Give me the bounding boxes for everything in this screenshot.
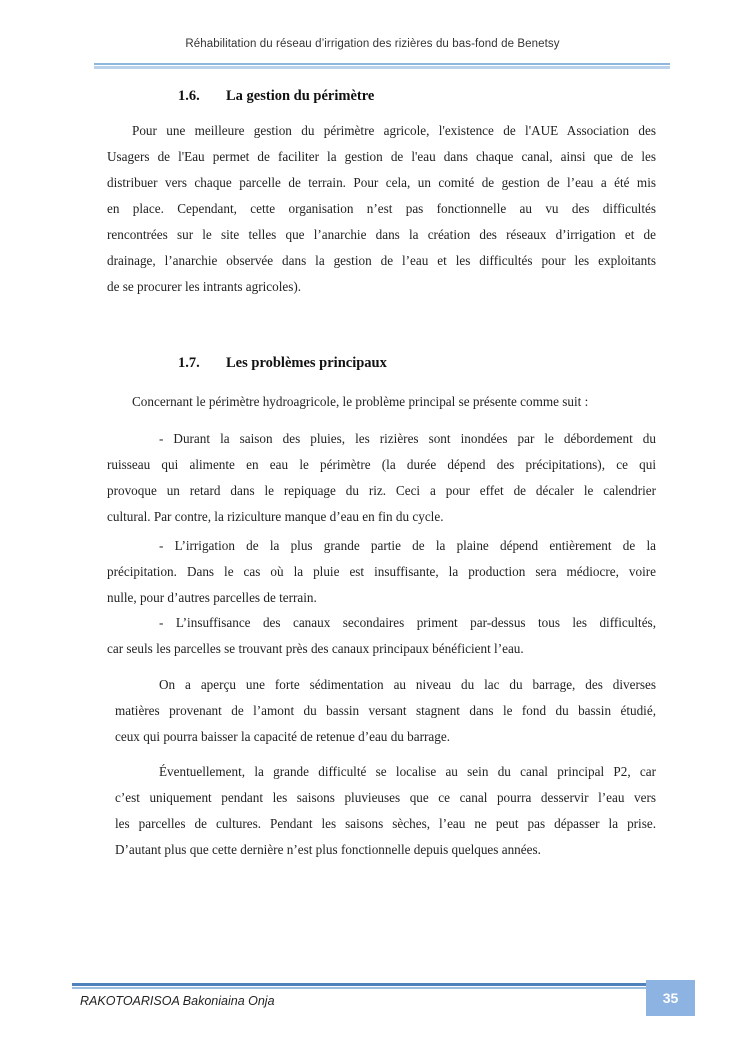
text-line: nulle, pour d’autres parcelles de terrain. (107, 590, 317, 605)
section-1-6-paragraph (107, 118, 656, 300)
text-line: Usagers de l'Eau permet de faciliter la gestion de l'eau dans chaque canal, ainsi que de les (107, 149, 656, 164)
text-line: Concernant le périmètre hydroagricole, le problème principal se présente comme suit : (132, 394, 589, 409)
text-line: car seuls les parcelles se trouvant près des canaux principaux bénéficient l’eau. (107, 641, 524, 656)
section-number: 1.6. (178, 88, 200, 104)
text-line: drainage, l’anarchie observée dans la gestion de l’eau et les difficultés pour les exploitants (107, 253, 656, 268)
paragraph-canal-p2 (115, 759, 656, 863)
text-line: - Durant la saison des pluies, les rizières sont inondées par le débordement du (159, 431, 656, 446)
text-line: c’est uniquement pendant les saisons pluvieuses que ce canal pourra desservir l’eau vers (115, 790, 656, 805)
footer-rule (72, 983, 646, 989)
text-line: cultural. Par contre, la riziculture manque d’eau en fin du cycle. (107, 509, 444, 524)
bullet-item-2 (107, 533, 656, 611)
text-line: en place. Cependant, cette organisation n’est pas fonctionnelle au vu des difficultés (107, 201, 656, 216)
footer-author: RAKOTOARISOA Bakoniaina Onja (80, 994, 275, 1008)
section-title: Les problèmes principaux (226, 355, 387, 371)
section-1-7-intro (107, 389, 656, 415)
text-line: Éventuellement, la grande difficulté se localise au sein du canal principal P2, car (159, 764, 656, 779)
header-rule (94, 63, 670, 69)
text-line: de se procurer les intrants agricoles). (107, 279, 302, 294)
text-line: les parcelles de cultures. Pendant les saisons sèches, l’eau ne peut pas dépasser la prise. (115, 816, 656, 831)
paragraph-sedimentation (115, 672, 656, 750)
bullet-item-3 (107, 610, 656, 662)
text-line: distribuer vers chaque parcelle de terrain. Pour cela, un comité de gestion de l’eau a été mis (107, 175, 656, 190)
text-line: précipitation. Dans le cas où la pluie est insuffisante, la production sera médiocre, voire (107, 564, 656, 579)
bullet-item-1 (107, 426, 656, 530)
text-line: rencontrées sur le site telles que l’anarchie dans la création des réseaux d’irrigation et de (107, 227, 656, 242)
text-line: D’autant plus que cette dernière n’est plus fonctionnelle depuis quelques années. (115, 842, 541, 857)
text-line: provoque un retard dans le repiquage du riz. Ceci a pour effet de décaler le calendrier (107, 483, 656, 498)
text-line: - L’insuffisance des canaux secondaires priment par-dessus tous les difficultés, (159, 615, 656, 630)
section-heading-1-7 (178, 355, 387, 372)
text-line: ruisseau qui alimente en eau le périmètre (la durée dépend des précipitations), ce qui (107, 457, 656, 472)
page-number: 35 (646, 980, 695, 1016)
text-line: - L’irrigation de la plus grande partie de la plaine dépend entièrement de la (159, 538, 656, 553)
section-title: La gestion du périmètre (226, 88, 375, 104)
section-heading-1-6 (178, 88, 374, 105)
text-line: ceux qui pourra baisser la capacité de retenue d’eau du barrage. (115, 729, 451, 744)
section-number: 1.7. (178, 355, 200, 371)
text-line: On a aperçu une forte sédimentation au niveau du lac du barrage, des diverses (159, 677, 656, 692)
text-line: matières provenant de l’amont du bassin versant stagnent dans le fond du bassin étudié, (115, 703, 656, 718)
text-line: Pour une meilleure gestion du périmètre agricole, l'existence de l'AUE Association des (132, 123, 656, 138)
header-title: Réhabilitation du réseau d’irrigation des rizières du bas-fond de Benetsy (185, 38, 560, 50)
